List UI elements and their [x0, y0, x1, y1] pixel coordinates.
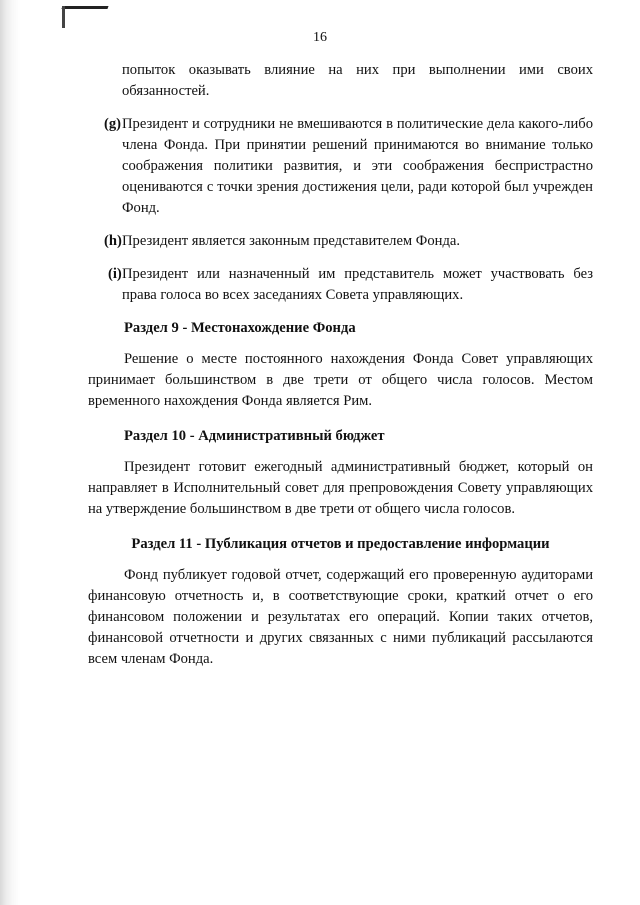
scan-corner-mark	[61, 6, 108, 9]
list-item-i	[88, 264, 593, 306]
section-10-text: Президент готовит ежегодный административный бюджет, который он направляет в Исполнительный совет для препровождения Совету управляющих на утверждение большинством в две трети от общего числа голосов.	[88, 459, 593, 517]
continuation-paragraph: попыток оказывать влияние на них при выполнении ими своих обязанностей.	[122, 62, 593, 99]
list-marker-i: (i)	[108, 266, 122, 282]
list-item-i-text: Президент или назначенный им представитель может участвовать без права голоса во всех заседаниях Совета управляющих.	[122, 266, 593, 303]
document-body	[88, 60, 593, 684]
section-9-heading: Раздел 9 - Местонахождение Фонда	[124, 320, 356, 336]
section-10-heading: Раздел 10 - Административный бюджет	[124, 428, 385, 444]
list-marker-h: (h)	[104, 233, 122, 249]
section-11-text: Фонд публикует годовой отчет, содержащий его проверенную аудиторами финансовую отчетность и, в соответствующие сроки, краткий отчет о его финансовом положении и результатах его операций. Копии таких отчетов, финансовой отчетности и других связанных с ними публикаций рассылаются всем членам Фонда.	[88, 567, 593, 667]
section-11-heading: Раздел 11 - Публикация отчетов и предоставление информации	[131, 536, 550, 552]
list-item-g-text: Президент и сотрудники не вмешиваются в политические дела какого-либо члена Фонда. При принятии решений принимаются во внимание только соображения политики развития, и эти соображения беспристрастно оцениваются с точки зрения достижения цели, ради которой был учрежден Фонд.	[122, 116, 593, 216]
section-9-text: Решение о месте постоянного нахождения Фонда Совет управляющих принимает большинством в две трети от общего числа голосов. Местом временного нахождения Фонда является Рим.	[88, 351, 593, 409]
list-item-h-text: Президент является законным представителем Фонда.	[122, 233, 460, 249]
scan-corner-mark-vertical	[62, 6, 65, 28]
list-item-h	[88, 231, 593, 252]
scan-edge-shadow	[0, 0, 20, 905]
list-marker-g: (g)	[104, 116, 122, 132]
page-number: 16	[313, 30, 327, 45]
list-item-g	[88, 114, 593, 219]
